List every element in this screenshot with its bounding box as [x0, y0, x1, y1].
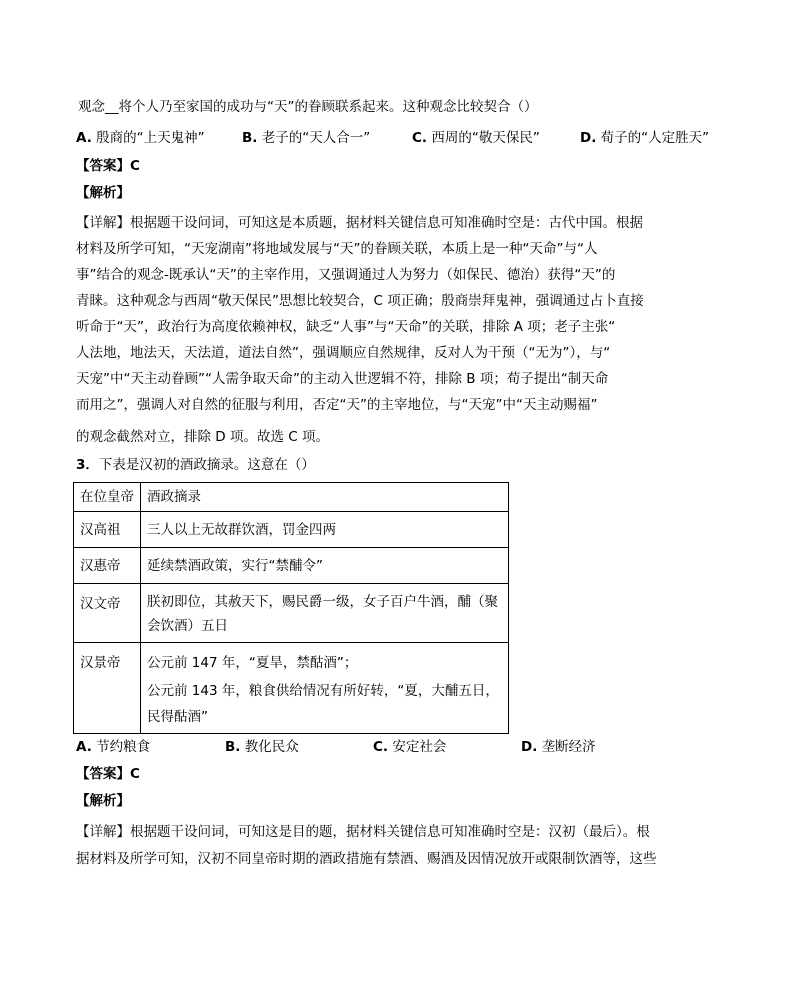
answer-value: C	[130, 158, 140, 174]
policy-line: 民得酤酒”	[147, 709, 208, 725]
answer-label: 【答案】	[76, 158, 130, 174]
table-row	[74, 584, 509, 643]
wine-policy-table	[73, 482, 509, 734]
detail-label: 【详解】	[76, 215, 130, 231]
q2-detail-line-1	[76, 214, 643, 232]
table-cell-emperor: 汉高祖	[74, 512, 141, 548]
option-text: 安定社会	[392, 739, 447, 755]
table-cell-policy	[141, 643, 509, 734]
q2-detail-line-9: 的观念截然对立，排除 D 项。故选 C 项。	[76, 429, 329, 445]
detail-text: 根据题干设问词，可知这是本质题，据材料关键信息可知准确时空是：古代中国。根据	[130, 215, 643, 231]
option-text: 教化民众	[244, 739, 299, 755]
option-text: 老子的“天人合一”	[261, 130, 371, 146]
option-key: A.	[76, 739, 92, 755]
table-row	[74, 548, 509, 584]
q3-detail-line-1	[76, 823, 650, 841]
q2-detail-line-3: 事”结合的观念-既承认“天”的主宰作用，又强调通过人为努力（如保民、德治）获得“天”的	[76, 267, 616, 283]
q2-answer	[76, 157, 140, 175]
option-text: 殷商的“上天鬼神”	[96, 130, 205, 146]
policy-line: 公元前 147 年，“夏旱，禁酤酒”；	[147, 655, 358, 671]
policy-line: 会饮酒）五日	[147, 618, 228, 634]
option-key: B.	[242, 130, 258, 146]
q3-option-c	[373, 738, 446, 756]
option-key: A.	[76, 130, 92, 146]
policy-line: 朕初即位，其赦天下，赐民爵一级，女子百户牛酒，酺（聚	[147, 594, 498, 610]
q2-option-a	[76, 129, 205, 147]
q2-option-c	[412, 129, 540, 147]
table-row	[74, 512, 509, 548]
table-cell-emperor: 汉文帝	[74, 584, 141, 643]
question-number: 3．	[76, 457, 99, 473]
q3-stem	[76, 456, 315, 474]
detail-text: 根据题干设问词，可知这是目的题，据材料关键信息可知准确时空是：汉初（最后）。根	[130, 824, 650, 840]
detail-label: 【详解】	[76, 824, 130, 840]
q3-analysis-label: 【解析】	[76, 793, 130, 809]
q3-option-d	[521, 738, 596, 756]
option-text: 荀子的“人定胜天”	[600, 130, 710, 146]
table-header-row	[74, 483, 509, 512]
answer-value: C	[130, 766, 140, 782]
option-key: C.	[373, 739, 389, 755]
q2-stem-tail: 观念__将个人乃至家国的成功与“天”的眷顾联系起来。这种观念比较契合（）	[78, 99, 538, 115]
option-text: 垄断经济	[541, 739, 596, 755]
table-header-emperor: 在位皇帝	[74, 483, 141, 512]
option-key: B.	[225, 739, 241, 755]
q2-option-b	[242, 129, 370, 147]
table-row	[74, 643, 509, 734]
q2-detail-line-8: 而用之”，强调人对自然的征服与利用，否定“天”的主宰地位，与“天宠”中“天主动赐福”	[76, 397, 598, 413]
table-cell-emperor: 汉景帝	[74, 643, 141, 734]
answer-label: 【答案】	[76, 766, 130, 782]
q2-detail-line-7: 天宠”中“天主动眷顾”“人需争取天命”的主动入世逻辑不符，排除 B 项；荀子提出“制天命	[76, 371, 609, 387]
q3-detail-line-2: 据材料及所学可知，汉初不同皇帝时期的酒政措施有禁酒、赐酒及因情况放开或限制饮酒等，这些	[76, 851, 657, 867]
q2-option-d	[580, 129, 709, 147]
q3-option-a	[76, 738, 150, 756]
option-text: 西周的“敬天保民”	[431, 130, 540, 146]
q2-analysis-label: 【解析】	[76, 185, 130, 201]
table-cell-policy: 延续禁酒政策，实行“禁酺令”	[141, 548, 509, 584]
q2-detail-line-6: 人法地，地法天，天法道，道法自然”，强调顺应自然规律，反对人为干预（“无为”），与“	[76, 345, 611, 361]
q2-detail-line-2: 材料及所学可知，“天宠湖南”将地域发展与“天”的眷顾关联，本质上是一种“天命”与“人	[76, 241, 598, 257]
q3-answer	[76, 765, 140, 783]
table-cell-emperor: 汉惠帝	[74, 548, 141, 584]
option-key: C.	[412, 130, 428, 146]
option-key: D.	[521, 739, 538, 755]
option-key: D.	[580, 130, 597, 146]
q2-detail-line-4: 青睐。这种观念与西周“敬天保民”思想比较契合，C 项正确；殷商崇拜鬼神，强调通过占卜直接	[76, 293, 644, 309]
table-cell-policy: 三人以上无故群饮酒，罚金四两	[141, 512, 509, 548]
policy-line: 公元前 143 年，粮食供给情况有所好转，“夏，大酺五日，	[147, 683, 499, 699]
option-text: 节约粮食	[96, 739, 151, 755]
table-cell-policy	[141, 584, 509, 643]
q3-option-b	[225, 738, 299, 756]
question-text: 下表是汉初的酒政摘录。这意在（）	[98, 457, 315, 473]
q2-detail-line-5: 听命于“天”，政治行为高度依赖神权，缺乏“人事”与“天命”的关联，排除 A 项；老子主张“	[76, 319, 616, 335]
table-header-policy: 酒政摘录	[141, 483, 509, 512]
